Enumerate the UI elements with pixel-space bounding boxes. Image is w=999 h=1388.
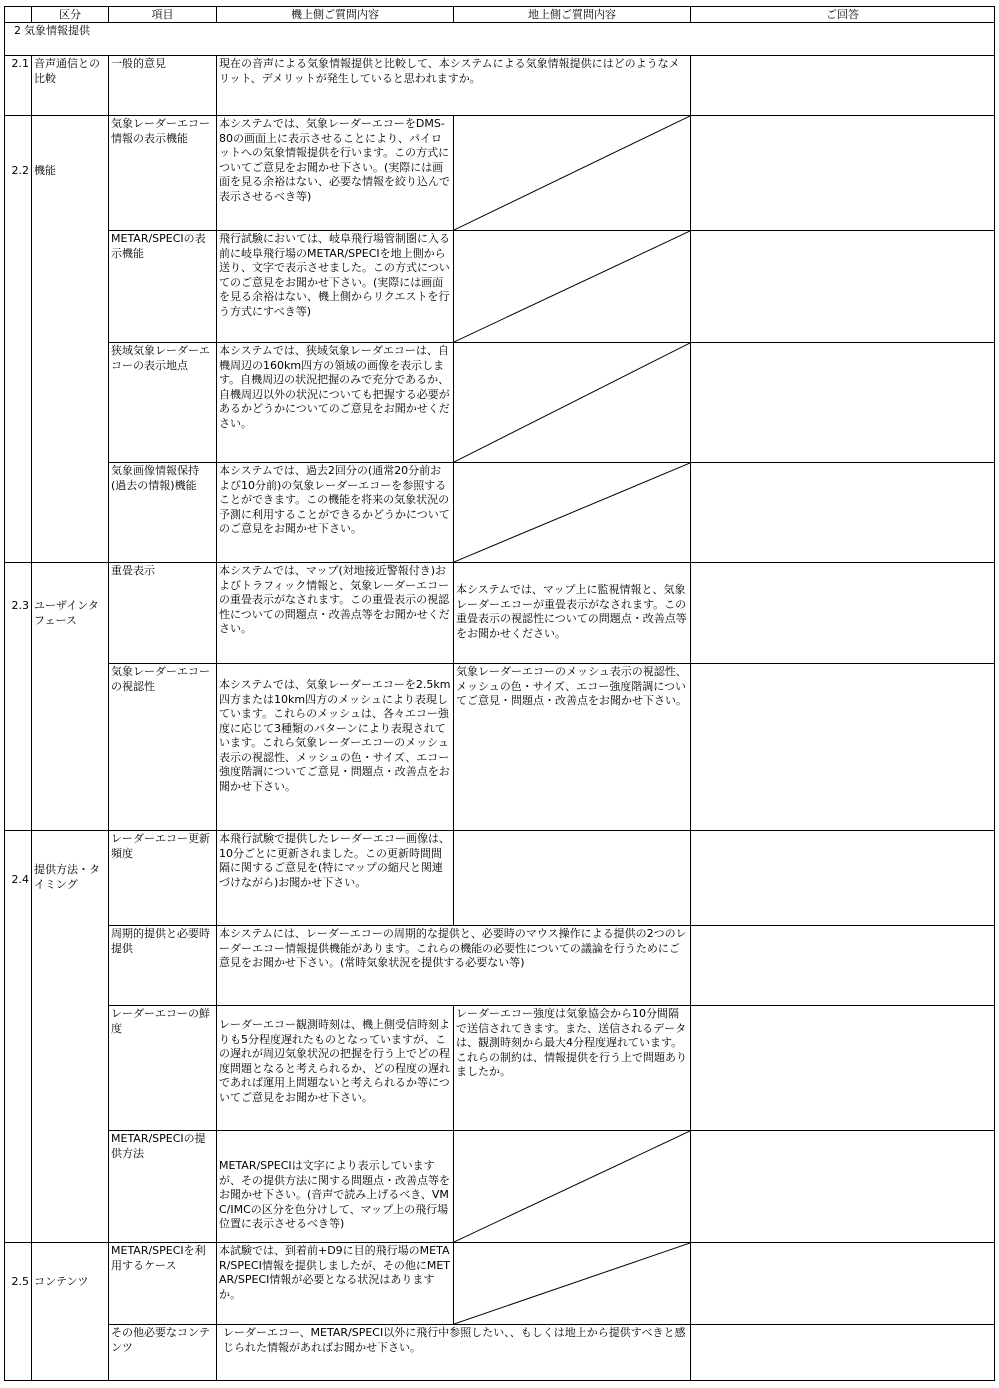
- group-number: 2.3: [5, 563, 32, 831]
- answer-cell[interactable]: [691, 1131, 995, 1243]
- table-row: [5, 1325, 995, 1381]
- merged-question: 本システムには、レーダーエコーの周期的な提供と、必要時のマウス操作による提供の2つのレーダーエコー情報提供機能があります。これらの機能の必要性についての議論を行うためにご意見をお聞かせ下さい。(常時気象状況を提供する必要ない等): [217, 926, 691, 1006]
- answer-cell[interactable]: [691, 1006, 995, 1131]
- header-category: 区分: [32, 7, 109, 23]
- table-row: [5, 563, 995, 664]
- item-label: レーダーエコー更新頻度: [109, 831, 217, 926]
- header-ground-question: 地上側ご質問内容: [454, 7, 691, 23]
- table-row: [5, 231, 995, 343]
- air-question: レーダーエコー観測時刻は、機上側受信時刻よりも5分程度遅れたものとなっていますが、この遅れが周辺気象状況の把握を行う上でどの程度問題となると考えられるか、どの程度の遅れであれば運用上問題ないと考えられるか等についてご意見をお聞かせ下さい。: [217, 1006, 454, 1131]
- air-question: 本システムでは、マップ(対地接近警報付き)およびトラフィック情報と、気象レーダーエコーの重畳表示がなされます。この重畳表示の視認性についての問題点・改善点等をお聞かせください。: [217, 563, 454, 664]
- group-number: 2.1: [5, 56, 32, 116]
- item-label: 狭域気象レーダーエコーの表示地点: [109, 343, 217, 463]
- item-label: レーダーエコーの鮮度: [109, 1006, 217, 1131]
- section-row: [5, 23, 995, 56]
- group-category: ユーザインタフェース: [32, 563, 109, 831]
- answer-cell[interactable]: [691, 116, 995, 231]
- header-air-question: 機上側ご質問内容: [217, 7, 454, 23]
- air-question: 本システムでは、狭域気象レーダエコーは、自機周辺の160km四方の領域の画像を表示します。自機周辺の状況把握のみで充分であるか、自機周辺以外の状況についても把握する必要があるかどうかについてのご意見をお聞かせください。: [217, 343, 454, 463]
- header-answer: ご回答: [691, 7, 995, 23]
- section-title: 気象情報提供: [24, 24, 90, 37]
- section-number: 2: [14, 24, 21, 37]
- air-question: 飛行試験においては、岐阜飛行場管制圏に入る前に岐阜飛行場のMETAR/SPECIを地上側から送り、文字で表示させました。この方式についてのご意見をお聞かせ下さい。(実際には画面を見る余裕はない、機上側からリクエストを行う方式にすべき等): [217, 231, 454, 343]
- merged-question: レーダーエコー、METAR/SPECI以外に飛行中参照したい、、もしくは地上から提供すべきと感じられた情報があればお聞かせ下さい。: [217, 1325, 691, 1381]
- table-row: [5, 1243, 995, 1325]
- answer-cell[interactable]: [691, 343, 995, 463]
- ground-question: 気象レーダーエコーのメッシュ表示の視認性、メッシュの色・サイズ、エコー強度階調についてご意見・問題点・改善点をお聞かせ下さい。: [454, 664, 691, 831]
- ground-not-applicable: [454, 116, 691, 231]
- item-label: METAR/SPECIの表示機能: [109, 231, 217, 343]
- air-question: 本システムでは、気象レーダーエコーをDMS-80の画面上に表示させることにより、パイロットへの気象情報提供を行います。この方式についてご意見をお聞かせ下さい。(実際には画面を見る余裕はない、必要な情報を絞り込んで表示させるべき等): [217, 116, 454, 231]
- ground-question: [454, 831, 691, 926]
- table-row: [5, 343, 995, 463]
- answer-cell[interactable]: [691, 1243, 995, 1325]
- item-label: 重畳表示: [109, 563, 217, 664]
- item-label: 一般的意見: [109, 56, 217, 116]
- item-label: 気象レーダーエコーの視認性: [109, 664, 217, 831]
- group-category: 機能: [32, 116, 109, 563]
- ground-not-applicable: [454, 1131, 691, 1243]
- group-category: コンテンツ: [32, 1243, 109, 1381]
- item-label: METAR/SPECIの提供方法: [109, 1131, 217, 1243]
- ground-not-applicable: [454, 1243, 691, 1325]
- answer-cell[interactable]: [691, 563, 995, 664]
- ground-question: レーダーエコー強度は気象協会から10分間隔で送信されてきます。また、送信されるデータは、観測時刻から最大4分程度遅れています。これらの制約は、情報提供を行う上で問題ありましたか。: [454, 1006, 691, 1131]
- answer-cell[interactable]: [691, 1325, 995, 1381]
- air-question: 本システムでは、過去2回分の(通常20分前および10分前)の気象レーダーエコーを参照することができます。この機能を将来の気象状況の予測に利用することができるかどうかについてのご意見をお聞かせ下さい。: [217, 463, 454, 563]
- group-number: 2.4: [5, 831, 32, 1243]
- table-row: [5, 831, 995, 926]
- item-label: 周期的提供と必要時提供: [109, 926, 217, 1006]
- header-blank: [5, 7, 32, 23]
- table-row: [5, 664, 995, 831]
- ground-not-applicable: [454, 463, 691, 563]
- air-question: 本試験では、到着前+D9に目的飛行場のMETAR/SPECI情報を提供しましたが、その他にMETAR/SPECI情報が必要となる状況はありますか。: [217, 1243, 454, 1325]
- group-category: 提供方法・タイミング: [32, 831, 109, 1243]
- air-question: 本システムでは、気象レーダーエコーを2.5km四方または10km四方のメッシュにより表現しています。これらのメッシュは、各々エコー強度に応じて3種類のパターンにより表現されています。これら気象レーダーエコーのメッシュ表示の視認性、メッシュの色・サイズ、エコー強度階調についてご意見・問題点・改善点をお聞かせ下さい。: [217, 664, 454, 831]
- answer-cell[interactable]: [691, 926, 995, 1006]
- group-number: 2.5: [5, 1243, 32, 1381]
- item-label: 気象画像情報保持(過去の情報)機能: [109, 463, 217, 563]
- ground-question: 本システムでは、マップ上に監視情報と、気象レーダーエコーが重畳表示がなされます。この重畳表示の視認性についての問題点・改善点等をお聞かせください。: [454, 563, 691, 664]
- group-number: 2.2: [5, 116, 32, 563]
- answer-cell[interactable]: [691, 56, 995, 116]
- table-row: [5, 463, 995, 563]
- table-row: [5, 1131, 995, 1243]
- answer-cell[interactable]: [691, 463, 995, 563]
- header-row: [5, 7, 995, 23]
- header-item: 項目: [109, 7, 217, 23]
- table-row: [5, 116, 995, 231]
- answer-cell[interactable]: [691, 231, 995, 343]
- table-row: [5, 56, 995, 116]
- section-cell: [5, 23, 995, 56]
- air-question: 本飛行試験で提供したレーダーエコー画像は、10分ごとに更新されました。この更新時間間隔に関するご意見を(特にマップの縮尺と関連づけながら)お聞かせ下さい。: [217, 831, 454, 926]
- table-row: [5, 926, 995, 1006]
- item-label: その他必要なコンテンツ: [109, 1325, 217, 1381]
- ground-not-applicable: [454, 343, 691, 463]
- item-label: 気象レーダーエコー情報の表示機能: [109, 116, 217, 231]
- group-category: 音声通信との比較: [32, 56, 109, 116]
- table-row: [5, 1006, 995, 1131]
- questionnaire-table: [4, 6, 995, 1381]
- answer-cell[interactable]: [691, 831, 995, 926]
- air-question: METAR/SPECIは文字により表示していますが、その提供方法に関する問題点・改善点等をお聞かせ下さい。(音声で読み上げるべき、VMC/IMCの区分を色分けして、マップ上の飛行場位置に表示させるべき等): [217, 1131, 454, 1243]
- answer-cell[interactable]: [691, 664, 995, 831]
- item-label: METAR/SPECIを利用するケース: [109, 1243, 217, 1325]
- ground-not-applicable: [454, 231, 691, 343]
- merged-question: 現在の音声による気象情報提供と比較して、本システムによる気象情報提供にはどのようなメリット、デメリットが発生していると思われますか。: [217, 56, 691, 116]
